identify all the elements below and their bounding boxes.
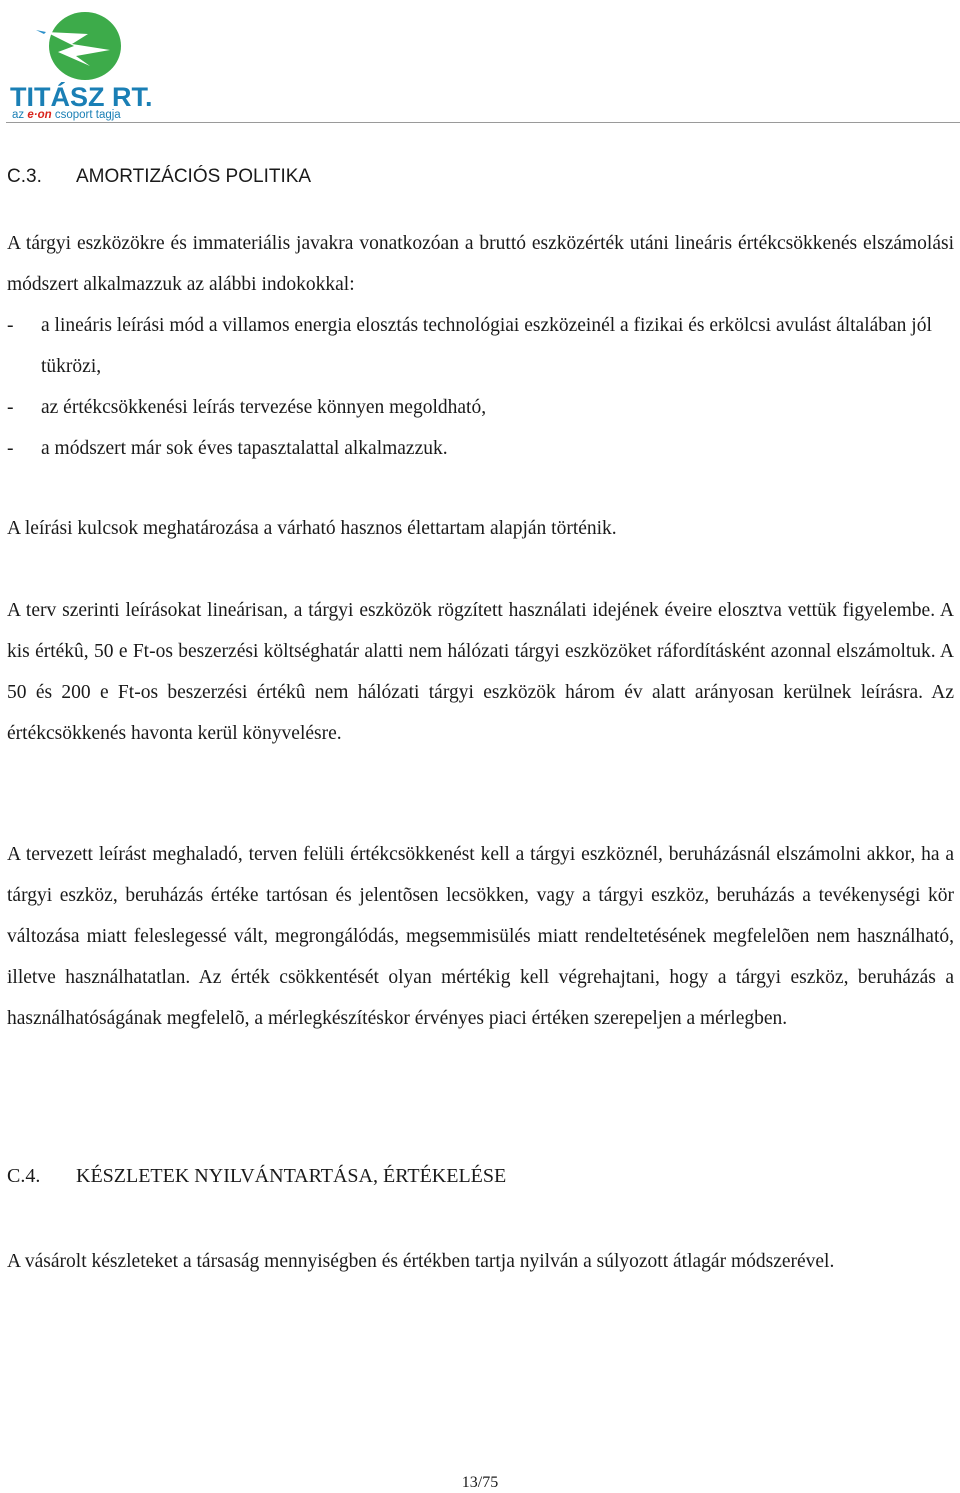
page-number: 13/75 (461, 1474, 499, 1491)
section-c4-number: C.4. (7, 1165, 41, 1187)
section-c3-paragraph-2: A terv szerinti leírásokat lineárisan, a tárgyi eszközök rögzített használati idejének éveire elosztva vettük figyelembe. A kis értékû, 50 e Ft-os beszerzési költséghatár alatti nem hálózati tárgyi eszközöket ráfordításként azonnal elszámoltuk. A 50 és 200 e Ft-os beszerzési értékû nem hálózati tárgyi eszközök három év alatt arányosan kerülnek leírásra. Az értékcsökkenés havonta kerül könyvelésre. (7, 600, 954, 744)
section-c3-intro: A tárgyi eszközökre és immateriális javakra vonatkozóan a bruttó eszközérték utáni lineáris értékcsökkenés elszámolási módszert alkalmazzuk az alábbi indokokkal: (7, 233, 954, 295)
section-c3-title: AMORTIZÁCIÓS POLITIKA (76, 166, 312, 187)
logo-emblem (6, 4, 166, 84)
list-item: - a módszert már sok éves tapasztalattal alkalmazzuk. (7, 438, 448, 459)
eon-brand: e·on (27, 109, 52, 121)
list-item: - a lineáris leírási mód a villamos energia elosztás technológiai eszközeinél a fizikai és erkölcsi avulást általában jól tükrözi, (7, 315, 932, 377)
section-c3-paragraph-3: A tervezett leírást meghaladó, terven felüli értékcsökkenést kell a tárgyi eszköznél, beruházásnál elszámolni akkor, ha a tárgyi eszköz, beruházás értéke tartósan és jelentõsen lecsökken, vagy a tárgyi eszköz, beruházás a tevékenységi kör változása miatt feleslegessé vált, megrongálódás, megsemmisülés miatt rendeltetésének megfelelõen nem használható, illetve használhatatlan. Az érték csökkentését olyan mértékig kell végrehajtani, hogy a tárgyi eszköz, beruházás a használhatóságának megfelelõ, a mérlegkészítéskor érvényes piaci értéken szerepeljen a mérlegben. (7, 844, 954, 1029)
section-c3-heading (7, 166, 954, 188)
logo-wordmark: TITÁSZ RT. (10, 82, 153, 112)
company-logo (6, 4, 166, 122)
header-divider (6, 122, 960, 123)
section-c4-paragraph-1: A vásárolt készleteket a társaság mennyiségben és értékben tartja nyilván a súlyozott átlagár módszerével. (7, 1251, 835, 1272)
section-c3-number: C.3. (7, 166, 42, 187)
section-c4-title: KÉSZLETEK NYILVÁNTARTÁSA, ÉRTÉKELÉSE (76, 1165, 507, 1187)
section-c3-paragraph-1: A leírási kulcsok meghatározása a várható hasznos élettartam alapján történik. (7, 518, 617, 539)
logo-tagline (12, 109, 121, 121)
reasons-list (7, 305, 954, 469)
logo-tagline-prefix: az (12, 109, 25, 121)
list-item: - az értékcsökkenési leírás tervezése könnyen megoldható, (7, 397, 487, 418)
logo-tagline-suffix: csoport tagja (54, 109, 121, 121)
section-c4-heading (7, 1165, 954, 1188)
